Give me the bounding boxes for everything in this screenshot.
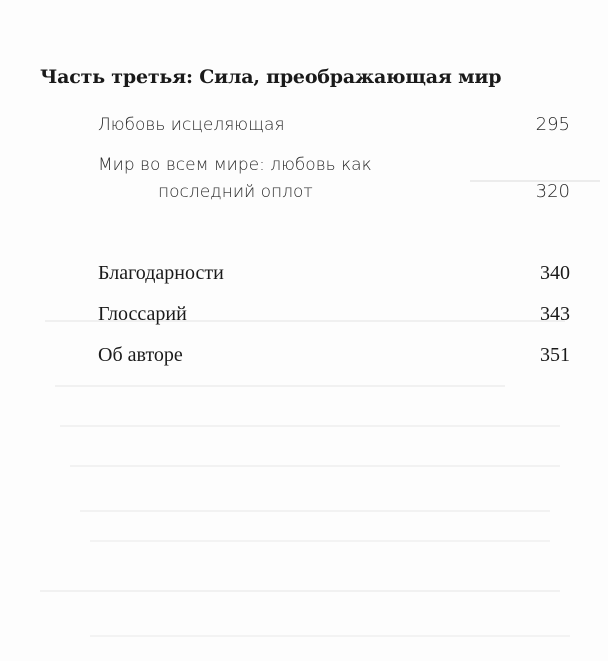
toc-backmatter-entry xyxy=(98,262,570,285)
toc-backmatter-entry xyxy=(98,303,570,326)
toc-entry-page: 351 xyxy=(540,344,570,366)
toc-backmatter-entry xyxy=(98,344,570,367)
toc-entry-continuation xyxy=(98,181,570,202)
show-through-mark xyxy=(90,540,550,542)
toc-entry-title: Любовь исцеляющая xyxy=(98,115,285,135)
show-through-mark xyxy=(80,510,550,512)
show-through-mark xyxy=(90,635,570,637)
show-through-mark xyxy=(70,465,560,467)
toc-entry-title: Благодарности xyxy=(98,262,224,284)
toc-entry-title: Об авторе xyxy=(98,344,183,366)
toc-entry xyxy=(98,114,570,135)
toc-entry-title-line2: последний оплот xyxy=(158,182,313,202)
part-heading: Часть третья: Сила, преображающая мир xyxy=(40,66,502,88)
show-through-mark xyxy=(55,385,505,387)
toc-entry-page: 340 xyxy=(540,262,570,284)
toc-entry-page: 320 xyxy=(535,181,570,202)
show-through-mark xyxy=(60,425,560,427)
toc-entry-title: Глоссарий xyxy=(98,303,187,325)
toc-entry xyxy=(98,155,570,175)
toc-entry-page: 295 xyxy=(535,114,570,135)
toc-entry-page: 343 xyxy=(540,303,570,325)
show-through-mark xyxy=(40,590,560,592)
toc-entry-title-line1: Мир во всем мире: любовь как xyxy=(98,155,372,175)
